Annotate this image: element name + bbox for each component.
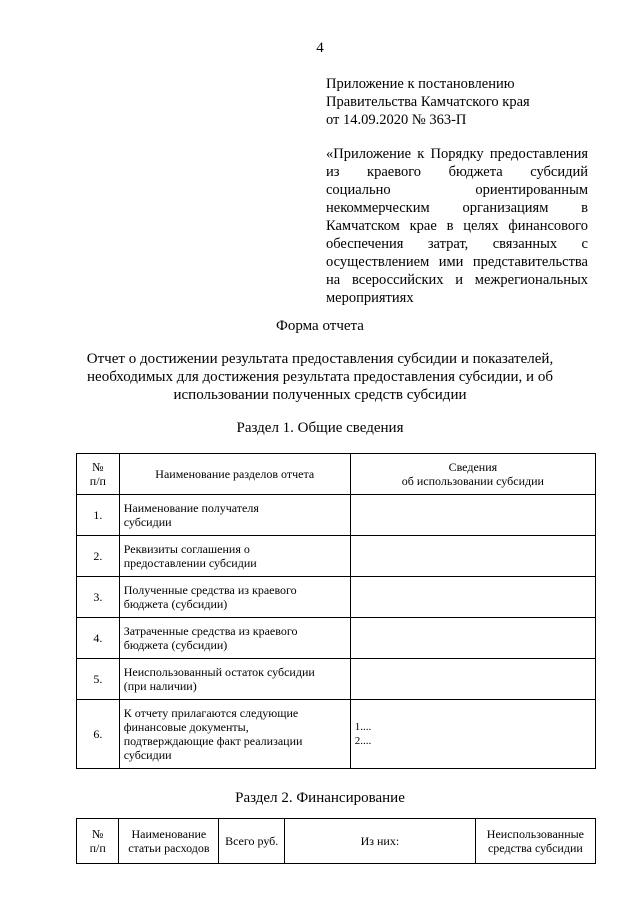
header-info-sub: об использовании субсидии	[401, 474, 544, 488]
quote-line: обеспечения затрат, связанных с	[326, 236, 588, 252]
header-num: №	[92, 460, 104, 474]
header-num-sub: п/п	[89, 474, 106, 488]
table-header-row	[77, 819, 596, 864]
row-name-line: (при наличии)	[123, 679, 197, 693]
row-name-line: бюджета (субсидии)	[123, 638, 228, 652]
header-info-cell	[350, 454, 595, 495]
row-num: 2.	[77, 536, 120, 577]
header-info: Сведения	[448, 460, 498, 474]
row-name-cell	[119, 700, 350, 769]
row-value-cell[interactable]	[350, 700, 595, 769]
header-num-cell	[77, 819, 119, 864]
row-name-line: Затраченные средства из краевого	[123, 624, 298, 638]
row-value-cell[interactable]	[350, 618, 595, 659]
row-name-line: К отчету прилагаются следующие	[123, 706, 299, 720]
row-num: 4.	[77, 618, 120, 659]
header-num-sub: п/п	[89, 841, 106, 855]
row-name-cell	[119, 495, 350, 536]
row-value-cell[interactable]	[350, 577, 595, 618]
row-name-cell	[119, 659, 350, 700]
section-2-title: Раздел 2. Финансирование	[235, 790, 405, 806]
header-expense-item-cell	[119, 819, 219, 864]
page-number: 4	[316, 40, 324, 56]
appendix-line: от 14.09.2020 № 363-П	[326, 112, 467, 128]
row-name-line: Полученные средства из краевого	[123, 583, 297, 597]
row-num: 5.	[77, 659, 120, 700]
procedure-appendix-quote	[326, 145, 588, 307]
row-name-line: бюджета (субсидии)	[123, 597, 228, 611]
header-unused-sub: средства субсидии	[487, 841, 583, 855]
table-row	[77, 577, 596, 618]
header-of-which: Из них:	[360, 834, 400, 848]
quote-line: социально ориентированным	[326, 182, 588, 198]
appendix-line: Правительства Камчатского края	[326, 94, 530, 110]
row-value-cell[interactable]	[350, 495, 595, 536]
row-name-line: подтверждающие факт реализации	[123, 734, 303, 748]
row-name-cell	[119, 577, 350, 618]
row-name-cell	[119, 536, 350, 577]
header-total-cell	[219, 819, 285, 864]
row-name-cell	[119, 618, 350, 659]
quote-line: Камчатском крае в целях финансового	[326, 218, 588, 234]
row-name-line: Наименование получателя	[123, 501, 259, 515]
header-unused-cell	[475, 819, 595, 864]
row-name-line: финансовые документы,	[123, 720, 249, 734]
row-num: 3.	[77, 577, 120, 618]
row-value-cell[interactable]	[350, 536, 595, 577]
table-header-row	[77, 454, 596, 495]
quote-line: некоммерческим организациям в	[326, 200, 588, 216]
row-value-cell[interactable]	[350, 659, 595, 700]
general-info-table	[76, 453, 596, 769]
quote-line: осуществлением ими представительства	[326, 254, 588, 270]
row-value-line: 2....	[354, 735, 372, 747]
header-of-which-cell	[284, 819, 475, 864]
row-num: 1.	[77, 495, 120, 536]
quote-line: из краевого бюджета субсидий	[326, 164, 588, 180]
row-name-line: предоставлении субсидии	[123, 556, 257, 570]
row-name-line: Неиспользованный остаток субсидии	[123, 665, 315, 679]
quote-line: мероприятиях	[326, 290, 414, 306]
row-name-line: Реквизиты соглашения о	[123, 542, 250, 556]
row-value-line: 1....	[354, 721, 372, 733]
table-row	[77, 618, 596, 659]
quote-line: на всероссийских и межрегиональных	[326, 272, 588, 288]
appendix-header	[326, 75, 530, 129]
table-row	[77, 536, 596, 577]
header-num: №	[91, 827, 104, 841]
report-title-line: Отчет о достижении результата предоставления субсидии и показателей,	[86, 351, 554, 367]
header-expense-item: Наименование	[131, 827, 207, 841]
row-name-line: субсидии	[123, 748, 172, 762]
row-name-line: субсидии	[123, 515, 172, 529]
report-title	[60, 350, 580, 404]
quote-line: «Приложение к Порядку предоставления	[326, 146, 588, 162]
row-num: 6.	[77, 700, 120, 769]
table-row	[77, 495, 596, 536]
header-unused: Неиспользованные	[486, 827, 584, 841]
financing-table	[76, 818, 596, 864]
table-row	[77, 700, 596, 769]
header-expense-item-sub: статьи расходов	[128, 841, 210, 855]
header-name-cell	[119, 454, 350, 495]
report-title-line: необходимых для достижения результата предоставления субсидии, и об	[87, 369, 553, 385]
appendix-line: Приложение к постановлению	[326, 76, 515, 92]
report-title-line: использовании полученных средств субсидии	[173, 387, 467, 403]
header-total: Всего руб.	[225, 834, 279, 848]
header-name: Наименование разделов отчета	[155, 467, 315, 481]
table-row	[77, 659, 596, 700]
form-title: Форма отчета	[276, 318, 364, 334]
section-1-title: Раздел 1. Общие сведения	[236, 420, 404, 436]
header-num-cell	[77, 454, 120, 495]
